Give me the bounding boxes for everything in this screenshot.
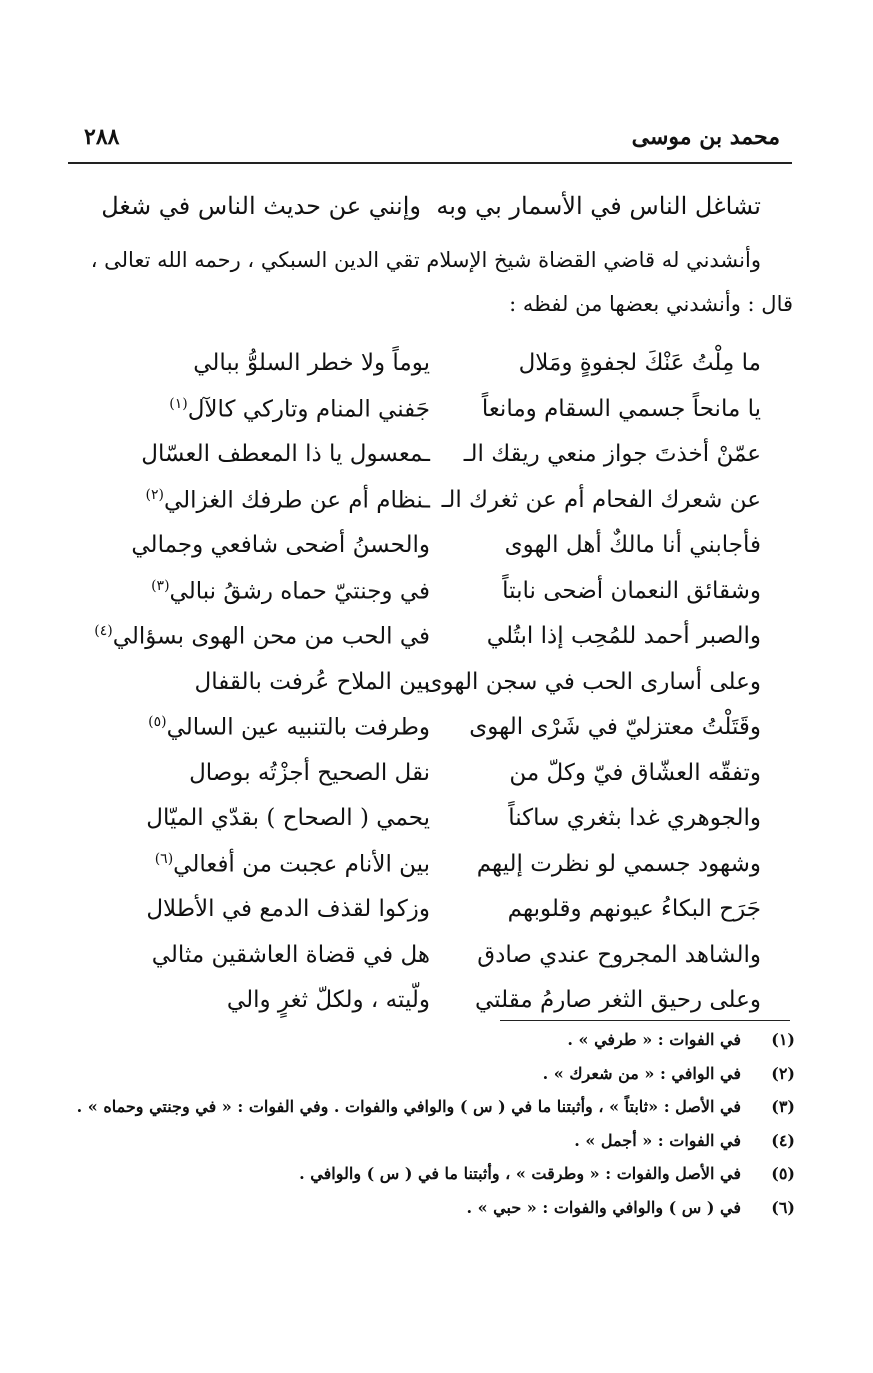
verse-second-hemistich	[100, 532, 430, 558]
verse-second-hemistich-text: يوماً ولا خطر السلوُّ ببالي	[193, 350, 430, 376]
verse-second-hemistich	[100, 350, 430, 376]
footnote-marker: (٣)	[151, 577, 170, 594]
verse-first-hemistich: وتفقّه العشّاق فيّ وكلّ من	[509, 759, 761, 786]
footnote-marker: (٦)	[154, 850, 174, 867]
verse-second-hemistich	[100, 851, 430, 878]
footnote-text: في الوافي : « من شعرك » .	[542, 1063, 741, 1083]
verse-second-hemistich	[100, 396, 430, 423]
footnote-marker: (٥)	[148, 714, 167, 730]
footnote-rule	[500, 1020, 790, 1021]
footnote-entry	[299, 1164, 795, 1183]
verse-first-hemistich: جَرَح البكاءُ عيونهم وقلوبهم	[507, 896, 761, 922]
verse-first-hemistich: وعلى رحيق الثغر صارمُ مقلتي	[475, 987, 761, 1013]
verse-second-hemistich-text: ـمعسول يا ذا المعطف العسّال	[141, 441, 430, 467]
verse-second-hemistich	[100, 942, 430, 968]
footnote-text: في الأصل : «ثابتاً » ، وأثبتنا ما في ( س ) والوافي والفوات . وفي الفوات : « في وجنتي وحماه » .	[76, 1097, 741, 1116]
verse-second-hemistich-text: في الحب من محن الهوى بسؤالي	[112, 623, 430, 650]
verse-second-hemistich	[94, 623, 430, 650]
footnote-number: (٥)	[771, 1164, 795, 1183]
footnote-marker: (٤)	[94, 623, 113, 639]
verse-first-hemistich: والشاهد المجروح عندي صادق	[477, 941, 761, 968]
verse-first-hemistich: يا مانحاً جسمي السقام ومانعاً	[481, 395, 761, 422]
footnote-entry	[574, 1131, 795, 1150]
footnote-number: (٢)	[771, 1063, 795, 1083]
prose-line-1-left: وإنني عن حديث الناس في شغل	[101, 192, 421, 220]
footnote-text: في الأصل والفوات : « وطرقت » ، وأثبتنا ما في ( س ) والوافي .	[299, 1164, 741, 1183]
verse-second-hemistich-text: ـنظام أم عن طرفك الغزالي	[163, 487, 430, 514]
verse-second-hemistich-text: يحمي ( الصحاح ) بقدّي الميّال	[146, 805, 430, 831]
verse-first-hemistich: والجوهري غدا بثغري ساكناً	[508, 805, 761, 831]
verse-second-hemistich	[100, 760, 430, 786]
prose-line-3: قال : وأنشدني بعضها من لفظه :	[509, 292, 793, 316]
page-number: ٢٨٨	[84, 124, 120, 150]
verse-first-hemistich: وقَتَلْتُ معتزليّ في شَرْى الهوى	[469, 714, 761, 740]
verse-second-hemistich	[100, 487, 430, 514]
verse-second-hemistich-text: والحسنُ أضحى شافعي وجمالي	[131, 532, 430, 558]
footnote-entry	[567, 1030, 795, 1049]
verse-second-hemistich-text: في وجنتيّ حماه رشقُ نبالي	[169, 578, 430, 605]
footnote-text: في الفوات : « أجمل » .	[574, 1130, 741, 1150]
verse-second-hemistich-text: بين الملاح عُرفت بالقفال	[194, 668, 430, 695]
footnote-entry	[466, 1198, 795, 1217]
prose-line-1-right: تشاغل الناس في الأسمار بي وبه	[436, 192, 761, 220]
footnote-marker: (١)	[169, 395, 188, 412]
footnote-entry	[77, 1097, 795, 1116]
verse-second-hemistich	[100, 805, 430, 831]
footnote-number: (٦)	[771, 1197, 795, 1217]
footnote-marker: (٢)	[145, 486, 164, 503]
verse-first-hemistich: عن شعرك الفحام أم عن ثغرك الـ	[441, 486, 761, 513]
verse-second-hemistich-text: نقل الصحيح أجزْتُه بوصال	[189, 759, 430, 786]
footnote-number: (١)	[771, 1030, 795, 1049]
footnote-text: في ( س ) والوافي والفوات : « حبي » .	[466, 1197, 741, 1217]
verse-first-hemistich: وشقائق النعمان أضحى نابتاً	[502, 577, 761, 604]
verse-first-hemistich: عمّنْ أخذتَ جواز منعي ريقك الـ	[463, 441, 761, 467]
footnote-entry	[543, 1064, 795, 1083]
verse-second-hemistich-text: جَفني المنام وتاركي كالآل	[187, 396, 430, 423]
verse-second-hemistich	[100, 578, 430, 605]
verse-first-hemistich: فأجابني أنا مالكٌ أهل الهوى	[504, 532, 761, 558]
running-head: محمد بن موسى	[631, 124, 780, 150]
verse-first-hemistich: وعلى أسارى الحب في سجن الهوى	[424, 668, 761, 695]
verse-first-hemistich: والصبر أحمد للمُحِب إذا ابتُلي	[486, 623, 761, 649]
page-header	[68, 122, 792, 164]
verse-second-hemistich-text: وطرفت بالتنبيه عين السالي	[166, 714, 430, 741]
footnote-number: (٣)	[771, 1097, 795, 1116]
verse-second-hemistich-text: ولّيته ، ولكلّ ثغرٍ والي	[226, 987, 430, 1013]
verse-second-hemistich	[100, 896, 430, 922]
verse-second-hemistich-text: وزكوا لقذف الدمع في الأطلال	[146, 896, 430, 922]
verse-second-hemistich-text: هل في قضاة العاشقين مثالي	[151, 941, 430, 968]
verse-second-hemistich	[100, 669, 430, 695]
prose-line-2: وأنشدني له قاضي القضاة شيخ الإسلام تقي الدين السبكي ، رحمه الله تعالى ،	[90, 248, 761, 272]
verse-first-hemistich: وشهود جسمي لو نظرت إليهم	[476, 850, 761, 877]
verse-first-hemistich: ما مِلْتُ عَنْكَ لجفوةٍ ومَلال	[518, 350, 761, 376]
verse-second-hemistich	[100, 714, 430, 741]
footnote-text: في الفوات : « طرفي » .	[567, 1030, 741, 1049]
verse-second-hemistich	[100, 441, 430, 467]
verse-second-hemistich	[100, 987, 430, 1013]
footnote-number: (٤)	[771, 1130, 795, 1150]
verse-second-hemistich-text: بين الأنام عجبت من أفعالي	[173, 851, 430, 878]
